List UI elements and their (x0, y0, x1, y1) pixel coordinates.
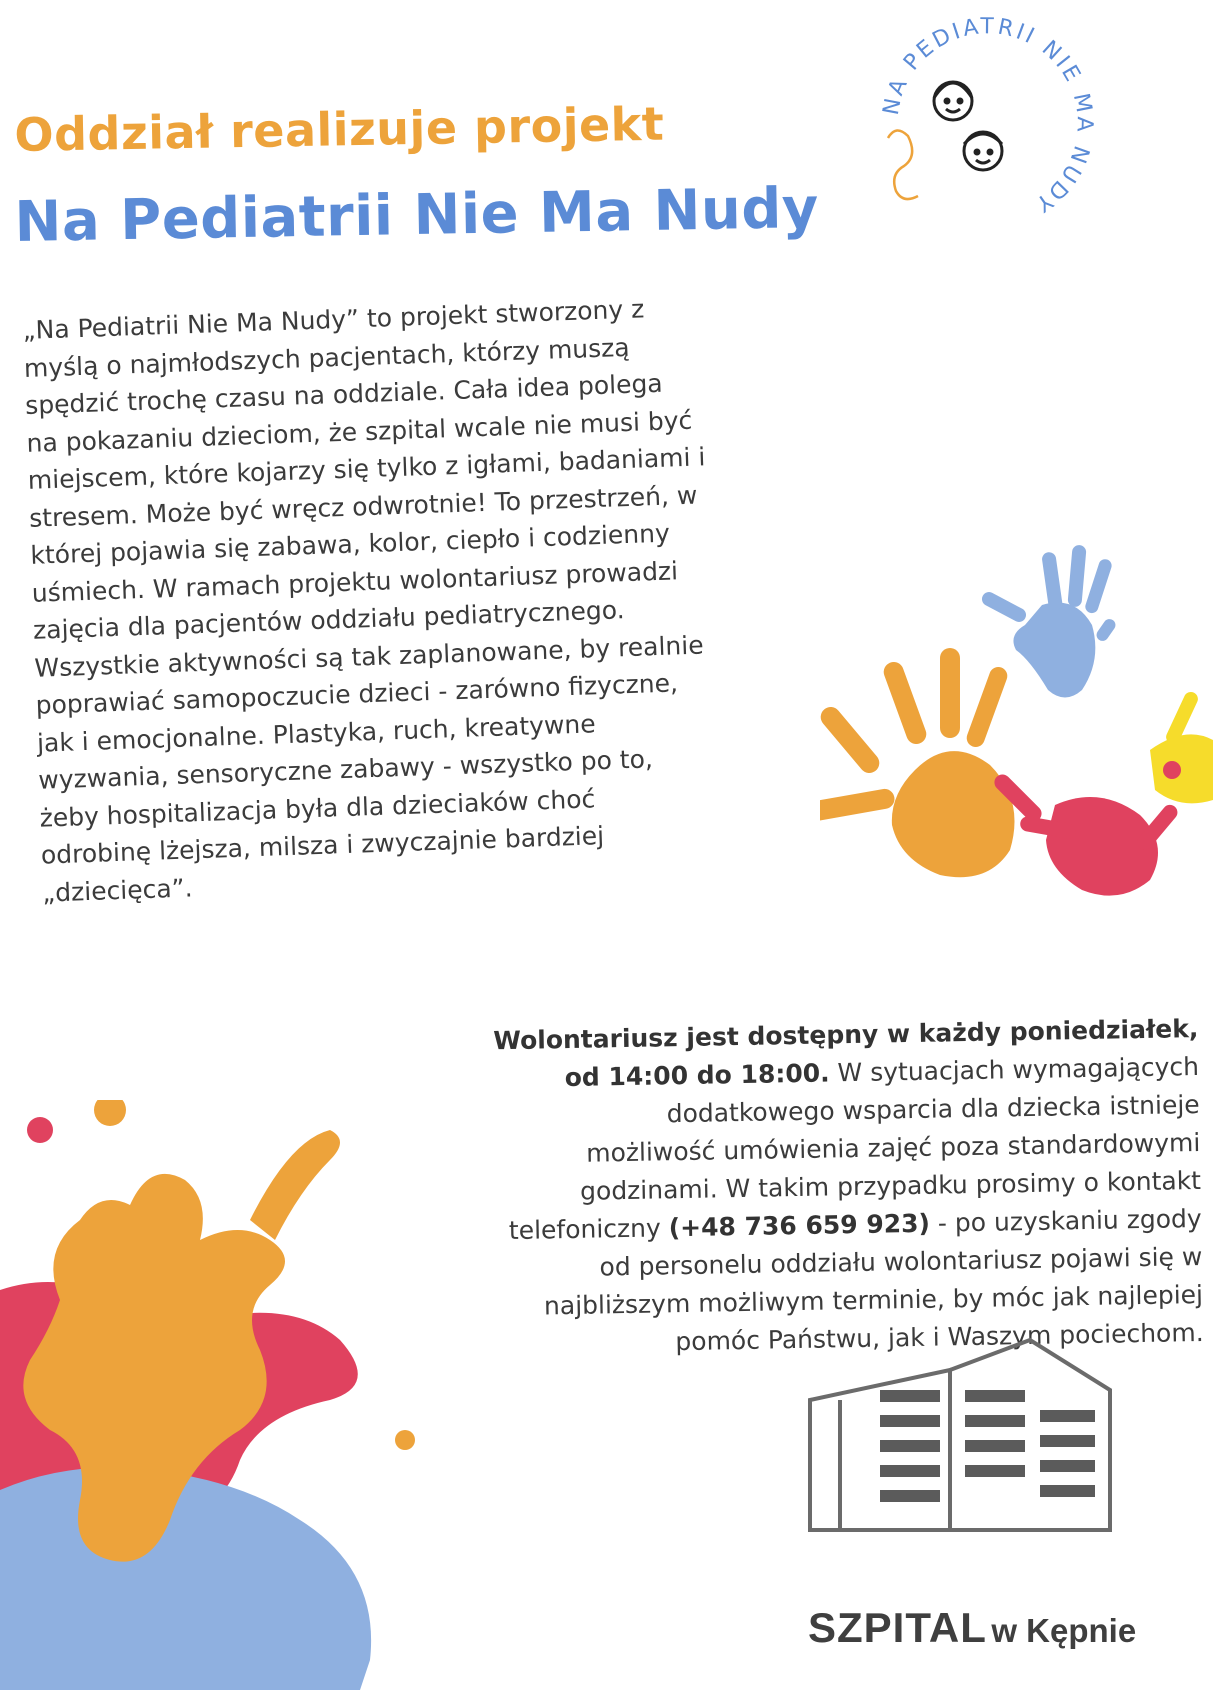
description-line: jak i emocjonalne. Plastyka, ruch, kreatywne (36, 708, 597, 758)
description-line: „dziecięca”. (41, 872, 194, 908)
page-title: Na Pediatrii Nie Ma Nudy (14, 175, 820, 255)
availability-text: - po uzyskaniu zgody (929, 1203, 1202, 1238)
description-line: której pojawia się zabawa, kolor, ciepło i codzienny (29, 518, 671, 570)
availability-line: godzinami. W takim przypadku prosimy o kontakt (579, 1165, 1202, 1206)
swirl-icon (888, 130, 918, 199)
phone-number: (+48 736 659 923) (668, 1208, 931, 1243)
child-face-icon (934, 82, 972, 120)
description-line: na pokazaniu dzieciom, że szpital wcale nie musi być (26, 405, 693, 458)
availability-hours: od 14:00 do 18:00. (564, 1058, 830, 1093)
description-line: spędzić trochę czasu na oddziale. Cała idea polega (24, 368, 664, 420)
handprints-illustration (820, 540, 1213, 960)
availability-text: W sytuacjach wymagających (829, 1051, 1200, 1088)
orange-hand-icon (820, 648, 1015, 877)
hospital-name-big: SZPITAL (808, 1604, 987, 1651)
description-line: „Na Pediatrii Nie Ma Nudy” to projekt stworzony z (22, 294, 645, 345)
description-line: poprawiać samopoczucie dzieci - zarówno fizyczne, (35, 668, 679, 720)
description-line: myślą o najmłodszych pacjentach, którzy muszą (23, 332, 631, 383)
header-subtitle: Oddział realizuje projekt (14, 96, 665, 162)
description-line: wyzwania, sensoryczne zabawy - wszystko po to, (37, 744, 654, 795)
child-face-icon (964, 132, 1002, 170)
yellow-hand-icon (1150, 690, 1213, 804)
availability-line: od personelu oddziału wolontariusz pojawi się w (599, 1241, 1203, 1282)
availability-paragraph (418, 1010, 1204, 1366)
availability-line: możliwość umówienia zajęć poza standardowymi (585, 1127, 1201, 1168)
description-line: miejscem, które kojarzy się tylko z igłami, badaniami i (27, 442, 706, 495)
description-line: Wszystkie aktywności są tak zaplanowane, by realnie (33, 629, 705, 683)
project-badge-logo (868, 6, 1098, 236)
paint-splash-illustration (0, 1100, 440, 1690)
availability-line: pomóc Państwu, jak i Waszym pociechom. (675, 1317, 1204, 1357)
description-line: uśmiech. W ramach projektu wolontariusz prowadzi (31, 555, 679, 608)
description-line: odrobinę lżejsza, milsza i zwyczajnie bardziej (40, 821, 605, 870)
red-hand-icon (991, 761, 1181, 896)
availability-line: dodatkowego wsparcia dla dziecka istnieje (666, 1089, 1200, 1129)
hospital-name (808, 1604, 1136, 1652)
description-paragraph (22, 284, 842, 912)
blue-splash-icon (0, 1468, 371, 1690)
hospital-name-small: w Kępnie (991, 1612, 1137, 1649)
availability-text: telefoniczny (508, 1213, 669, 1246)
badge-text: NA PEDIATRII NIE MA NUDY (878, 14, 1097, 218)
availability-heading: Wolontariusz jest dostępny w każdy poniedziałek, (493, 1013, 1199, 1056)
description-line: zajęcia dla pacjentów oddziału pediatrycznego. (32, 595, 626, 645)
description-line: żeby hospitalizacja była dla dzieciaków choć (39, 783, 596, 833)
svg-text:NA PEDIATRII NIE MA NUDY (879, 14, 1097, 217)
availability-line: najbliższym możliwym terminie, by móc jak najlepiej (543, 1279, 1204, 1321)
hospital-building-logo (800, 1330, 1130, 1600)
description-line: stresem. Może być wręcz odwrotnie! To przestrzeń, w (28, 480, 698, 533)
